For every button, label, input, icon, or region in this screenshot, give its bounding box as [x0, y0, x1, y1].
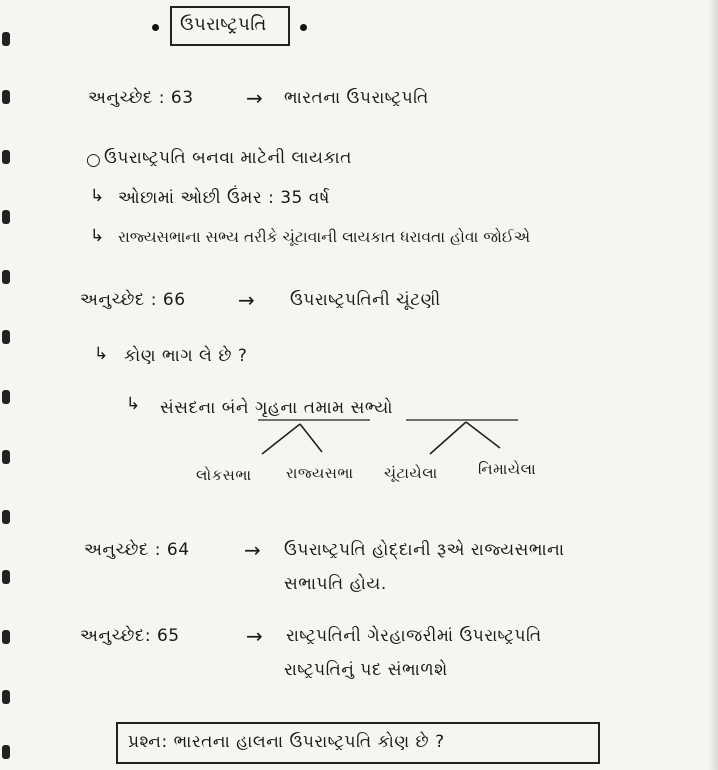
branch-line-left	[262, 424, 322, 454]
qualification-rajyasabha: રાજ્યસભાના સભ્ય તરીકે ચૂંટાવાની લાયકાત ધરાવતા હોવા જોઈએ	[118, 228, 531, 246]
arrow-icon: →	[246, 86, 264, 110]
article-64-label: અનુચ્છેદ : 64	[84, 540, 190, 560]
qualification-bullet-icon: ○	[86, 150, 102, 170]
article-63-text: ભારતના ઉપરાષ્ટ્રપતિ	[284, 88, 429, 108]
branch-elected: ચૂંટાયેલા	[384, 464, 438, 482]
article-66-text: ઉપરાષ્ટ્રપતિની ચૂંટણી	[290, 290, 441, 310]
branch-loksabha: લોકસભા	[196, 466, 252, 484]
who-participates-question: કોણ ભાગ લે છે ?	[124, 346, 248, 366]
question-text: પ્રશ્ન: ભારતના હાલના ઉપરાષ્ટ્રપતિ કોણ છે ?	[128, 732, 445, 752]
sub-arrow-icon: ↳	[90, 226, 105, 246]
article-63-label: અનુચ્છેદ : 63	[88, 88, 194, 108]
article-65-text-line1: રાષ્ટ્રપતિની ગેરહાજરીમાં ઉપરાષ્ટ્રપતિ	[286, 626, 542, 646]
branch-line-right	[430, 422, 500, 454]
qualification-heading: ઉપરાષ્ટ્રપતિ બનવા માટેની લાયકાત	[104, 148, 352, 168]
arrow-icon: →	[238, 288, 256, 312]
article-64-text-line1: ઉપરાષ્ટ્રપતિ હોદ્દાની રૂએ રાજ્યસભાના	[284, 540, 565, 560]
sub-arrow-icon: ↳	[90, 186, 105, 206]
sub-arrow-icon: ↳	[126, 394, 141, 414]
article-65-label: અનુચ્છેદ: 65	[80, 626, 180, 646]
qualification-age: ઓછામાં ઓછી ઉંમર : 35 વર્ષ	[118, 188, 330, 208]
arrow-icon: →	[244, 538, 262, 562]
who-participates-answer: સંસદના બંને ગૃહના તમામ સભ્યો	[160, 398, 393, 418]
page-title: ઉપરાષ્ટ્રપતિ	[180, 14, 267, 35]
branch-nominated: નિમાયેલા	[478, 460, 537, 478]
article-66-label: અનુચ્છેદ : 66	[80, 290, 186, 310]
branch-rajyasabha: રાજ્યસભા	[286, 464, 354, 482]
sub-arrow-icon: ↳	[94, 344, 109, 364]
article-64-text-line2: સભાપતિ હોય.	[284, 574, 387, 594]
article-65-text-line2: રાષ્ટ્રપતિનું પદ સંભાળશે	[284, 660, 448, 680]
arrow-icon: →	[246, 624, 264, 648]
